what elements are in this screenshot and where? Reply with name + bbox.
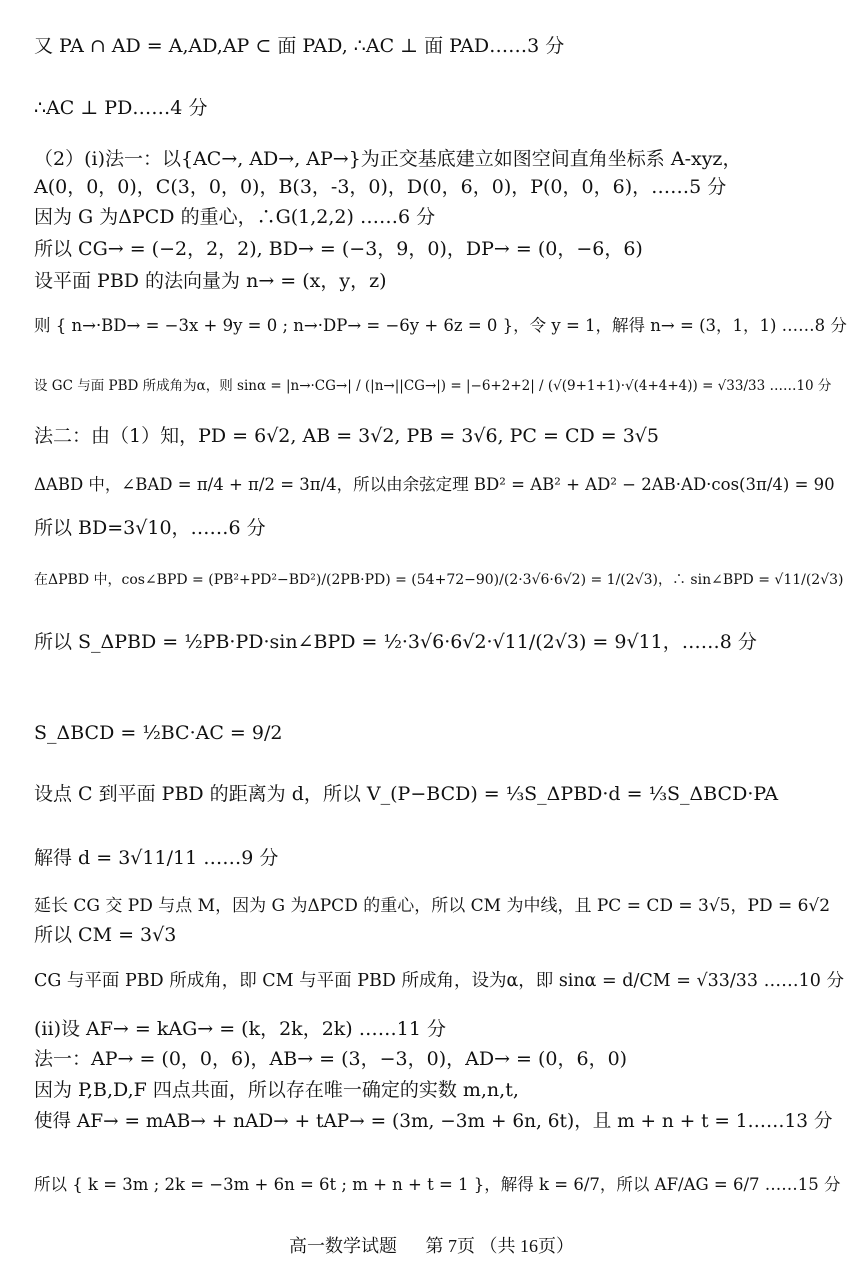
text-line-13: 在ΔPBD 中，cos∠BPD = (PB²+PD²−BD²)/(2PB·PD) = (54+72−90)/(2·3√6·6√2) = 1/(2√3)，∴ sin∠BPD = √11/(2√3) — [34, 572, 844, 588]
footer-title: 高一数学试题 — [289, 1236, 397, 1256]
text-line-22: 法一：AP→ = (0，0，6)，AB→ = (3，−3，0)，AD→ = (0，6，0) — [34, 1048, 628, 1070]
text-line-16: 设点 C 到平面 PBD 的距离为 d，所以 V_(P−BCD) = ⅓S_ΔPBD·d = ⅓S_ΔBCD·PA — [34, 783, 779, 805]
text-line-15: S_ΔBCD = ½BC·AC = 9/2 — [34, 722, 283, 744]
text-line-5: 因为 G 为ΔPCD 的重心，∴G(1,2,2) ……6 分 — [34, 206, 436, 228]
text-line-9: 设 GC 与面 PBD 所成角为α，则 sinα = |n→·CG→| / (|n→||CG→|) = |−6+2+2| / (√(9+1+1)·√(4+4+4)) = √33/33 ……10 分 — [34, 378, 832, 394]
text-line-2: ∴AC ⊥ PD……4 分 — [34, 97, 208, 119]
text-line-3: （2）(i)法一：以{AC→, AD→, AP→}为正交基底建立如图空间直角坐标系 A-xyz， — [34, 148, 742, 170]
text-line-6: 所以 CG→ = (−2，2，2), BD→ = (−3，9，0)，DP→ = (0，−6，6) — [34, 238, 643, 260]
text-line-20: CG 与平面 PBD 所成角，即 CM 与平面 PBD 所成角，设为α，即 sinα = d/CM = √33/33 ……10 分 — [34, 971, 844, 991]
page-footer — [0, 1232, 863, 1258]
text-line-7: 设平面 PBD 的法向量为 n→ = (x，y，z) — [34, 270, 387, 292]
text-line-8: 则 { n→·BD→ = −3x + 9y = 0 ; n→·DP→ = −6y + 6z = 0 }，令 y = 1，解得 n→ = (3，1，1) ……8 分 — [34, 316, 847, 335]
footer-page-number: 第 7页 （共 16页） — [425, 1236, 574, 1256]
text-line-11: ΔABD 中，∠BAD = π/4 + π/2 = 3π/4，所以由余弦定理 BD² = AB² + AD² − 2AB·AD·cos(3π/4) = 90 — [34, 475, 835, 494]
text-line-21: (ii)设 AF→ = kAG→ = (k，2k，2k) ……11 分 — [34, 1018, 446, 1040]
text-line-12: 所以 BD=3√10，……6 分 — [34, 517, 266, 539]
text-line-19: 所以 CM = 3√3 — [34, 924, 177, 946]
text-line-17: 解得 d = 3√11/11 ……9 分 — [34, 847, 279, 869]
text-line-1: 又 PA ∩ AD = A,AD,AP ⊂ 面 PAD, ∴AC ⊥ 面 PAD……3 分 — [34, 35, 565, 57]
text-line-10: 法二：由（1）知，PD = 6√2, AB = 3√2, PB = 3√6, PC = CD = 3√5 — [34, 425, 659, 447]
text-line-14: 所以 S_ΔPBD = ½PB·PD·sin∠BPD = ½·3√6·6√2·√11/(2√3) = 9√11，……8 分 — [34, 631, 757, 653]
text-line-23: 因为 P,B,D,F 四点共面，所以存在唯一确定的实数 m,n,t, — [34, 1079, 519, 1101]
text-line-24: 使得 AF→ = mAB→ + nAD→ + tAP→ = (3m, −3m + 6n, 6t)，且 m + n + t = 1……13 分 — [34, 1111, 833, 1132]
text-line-25: 所以 { k = 3m ; 2k = −3m + 6n = 6t ; m + n + t = 1 }，解得 k = 6/7，所以 AF/AG = 6/7 ……15 分 — [34, 1175, 841, 1194]
text-line-18: 延长 CG 交 PD 与点 M，因为 G 为ΔPCD 的重心，所以 CM 为中线，且 PC = CD = 3√5，PD = 6√2 — [34, 896, 831, 916]
text-line-4: A(0，0，0)，C(3，0，0)，B(3，-3，0)，D(0，6，0)，P(0，0，6)，……5 分 — [34, 176, 727, 198]
